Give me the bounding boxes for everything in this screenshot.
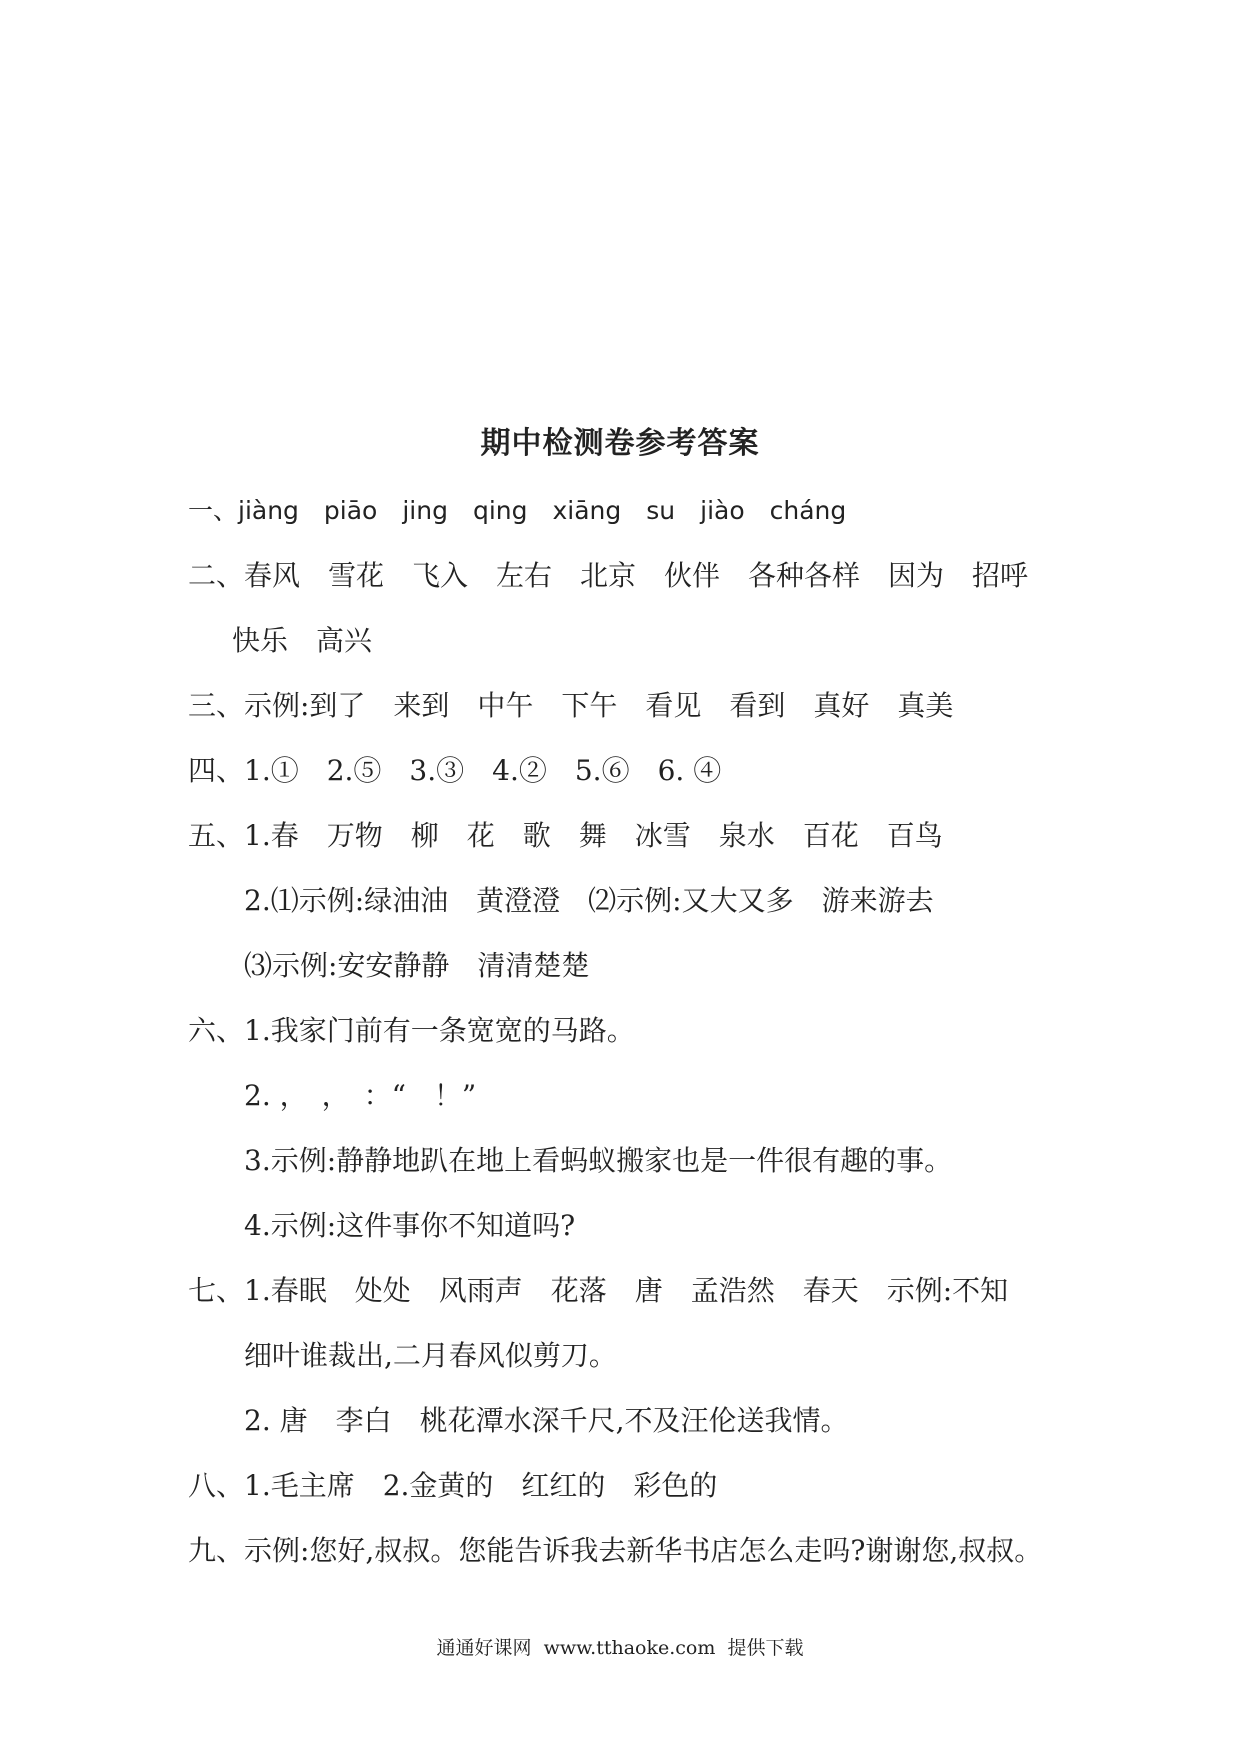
answer-section-2: 二、春风 雪花 飞入 左右 北京 伙伴 各种各样 因为 招呼 bbox=[188, 559, 1029, 592]
answer-section-6-item-4: 4.示例:这件事你不知道吗? bbox=[244, 1209, 576, 1242]
answer-section-5-item-1: 五、1.春 万物 柳 花 歌 舞 冰雪 泉水 百花 百鸟 bbox=[188, 819, 943, 852]
answer-section-6-item-2: 2. ， ， ：“ ！” bbox=[244, 1079, 477, 1112]
answer-section-3: 三、示例:到了 来到 中午 下午 看见 看到 真好 真美 bbox=[188, 689, 954, 722]
answer-section-1: 一、jiàng piāo jing qing xiāng su jiào cháng bbox=[188, 496, 847, 525]
answer-section-9: 九、示例:您好,叔叔。您能告诉我去新华书店怎么走吗?谢谢您,叔叔。 bbox=[188, 1534, 1043, 1567]
answer-section-5-item-2-continued: ⑶示例:安安静静 清清楚楚 bbox=[244, 949, 590, 982]
answer-section-8: 八、1.毛主席 2.金黄的 红红的 彩色的 bbox=[188, 1469, 718, 1502]
footer-source-credit: 通通好课网 www.tthaoke.com 提供下载 bbox=[436, 1637, 804, 1659]
answer-section-7-item-1: 七、1.春眠 处处 风雨声 花落 唐 孟浩然 春天 示例:不知 bbox=[188, 1274, 1009, 1307]
answer-section-7-item-1-continued: 细叶谁裁出,二月春风似剪刀。 bbox=[244, 1339, 617, 1372]
answer-section-5-item-2: 2.⑴示例:绿油油 黄澄澄 ⑵示例:又大又多 游来游去 bbox=[244, 884, 934, 917]
answer-section-6-item-1: 六、1.我家门前有一条宽宽的马路。 bbox=[188, 1014, 635, 1047]
answer-section-4: 四、1.① 2.⑤ 3.③ 4.② 5.⑥ 6. ④ bbox=[188, 754, 722, 787]
page-title: 期中检测卷参考答案 bbox=[480, 426, 760, 461]
answer-section-6-item-3: 3.示例:静静地趴在地上看蚂蚁搬家也是一件很有趣的事。 bbox=[244, 1144, 953, 1177]
answer-section-2-continued: 快乐 高兴 bbox=[232, 624, 373, 657]
answer-section-7-item-2: 2. 唐 李白 桃花潭水深千尺,不及汪伦送我情。 bbox=[244, 1404, 849, 1437]
